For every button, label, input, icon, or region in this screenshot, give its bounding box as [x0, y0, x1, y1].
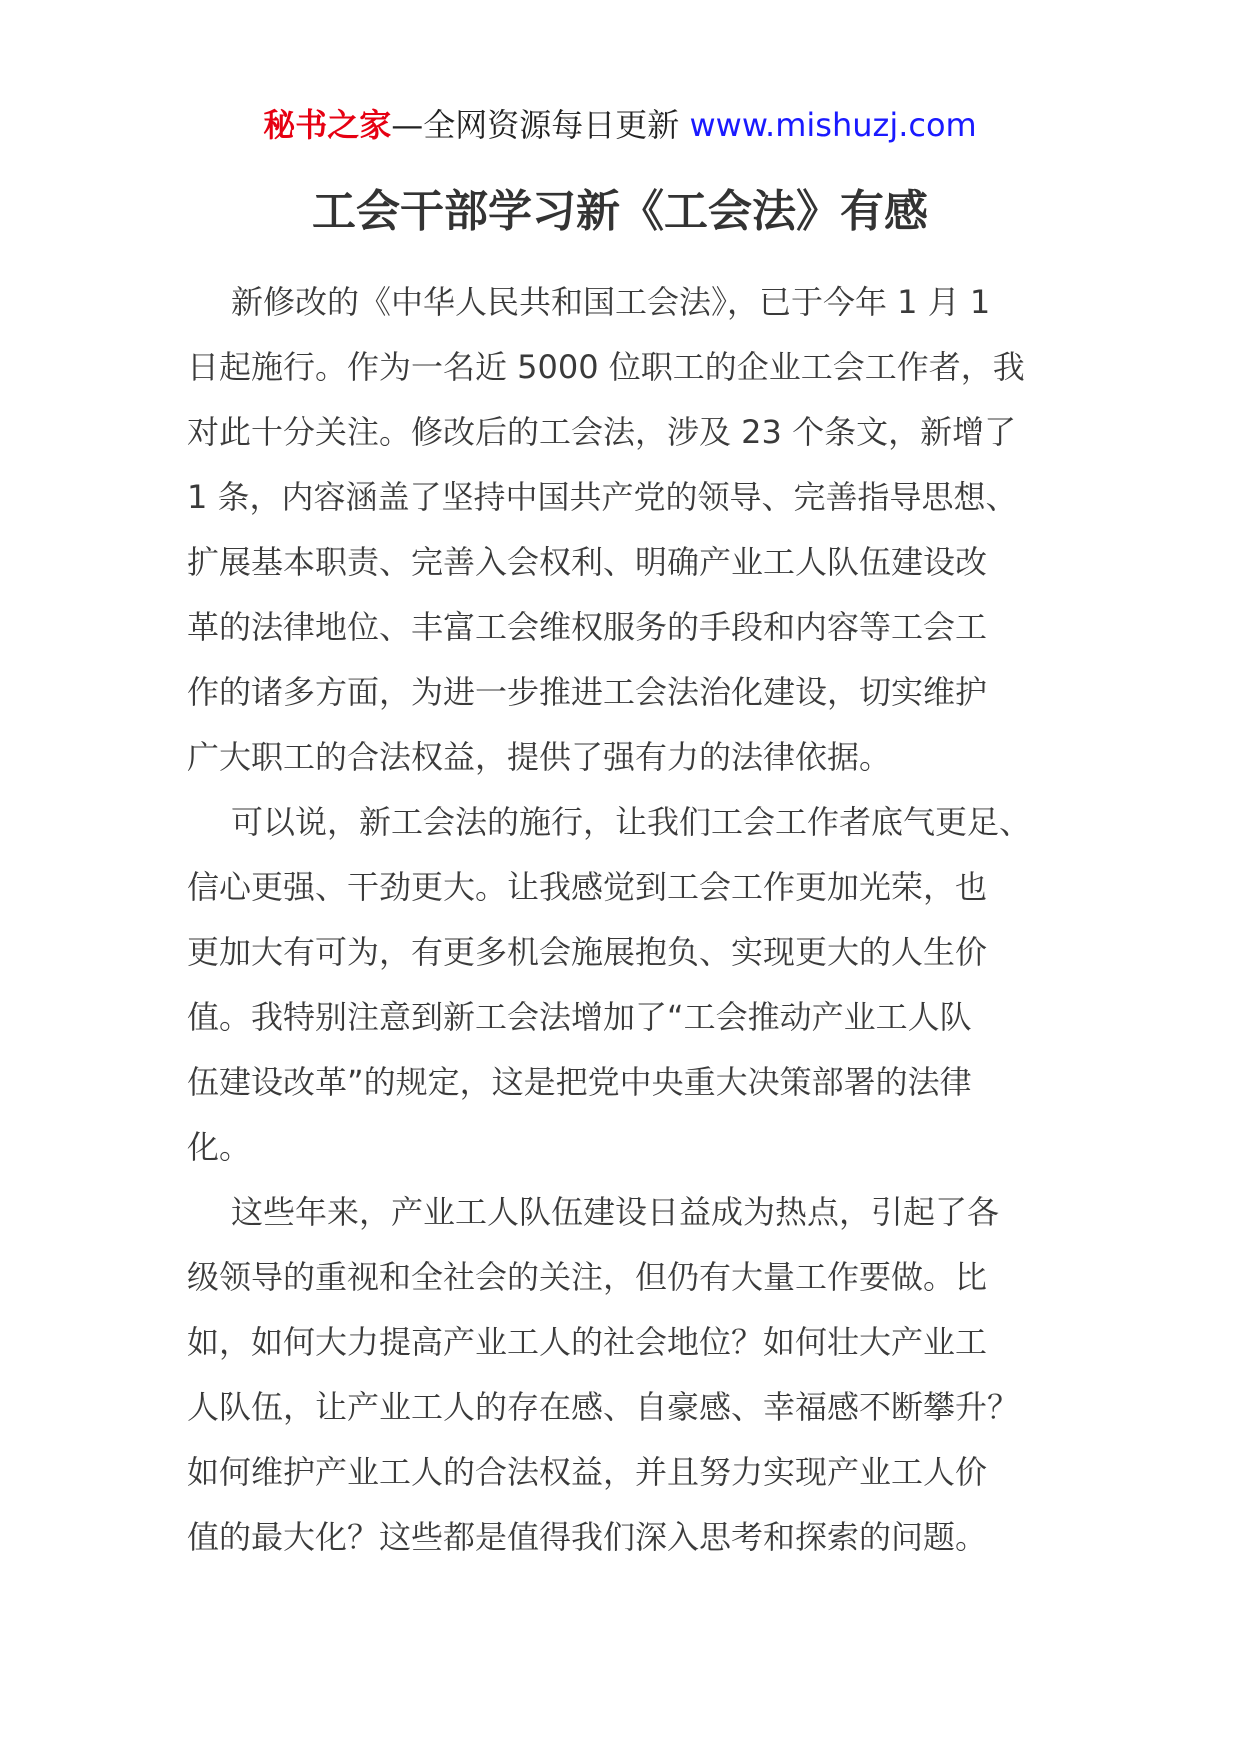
text-line: 作的诸多方面，为进一步推进工会法治化建设，切实维护 — [187, 673, 988, 711]
text-line: 新修改的《中华人民共和国工会法》，已于今年 1 月 1 — [231, 283, 991, 321]
text-line: 1 条，内容涵盖了坚持中国共产党的领导、完善指导思想、 — [187, 478, 1018, 516]
text-line: 人队伍，让产业工人的存在感、自豪感、幸福感不断攀升？ — [187, 1388, 1020, 1426]
text-line: 革的法律地位、丰富工会维权服务的手段和内容等工会工 — [187, 608, 988, 646]
text-line: 可以说，新工会法的施行，让我们工会工作者底气更足、 — [231, 803, 1032, 841]
text-line: 如，如何大力提高产业工人的社会地位？如何壮大产业工 — [187, 1323, 988, 1361]
text-line: 信心更强、干劲更大。让我感觉到工会工作更加光荣，也 — [187, 868, 988, 906]
text-line: 如何维护产业工人的合法权益，并且努力实现产业工人价 — [187, 1453, 988, 1491]
document-title: 工会干部学习新《工会法》有感 — [312, 186, 928, 237]
text-line: 日起施行。作为一名近 5000 位职工的企业工会工作者，我 — [187, 348, 1025, 386]
text-line: 广大职工的合法权益，提供了强有力的法律依据。 — [187, 738, 892, 776]
text-line: 值的最大化？这些都是值得我们深入思考和探索的问题。 — [187, 1518, 988, 1556]
text-line: 这些年来，产业工人队伍建设日益成为热点，引起了各 — [231, 1193, 1000, 1231]
text-line: 扩展基本职责、完善入会权利、明确产业工人队伍建设改 — [187, 543, 988, 581]
paragraph — [187, 1180, 1047, 1570]
document-body — [187, 270, 1047, 1570]
site-header — [0, 100, 1240, 150]
header-tagline: —全网资源每日更新 — [391, 106, 680, 144]
text-line: 更加大有可为，有更多机会施展抱负、实现更大的人生价 — [187, 933, 988, 971]
site-url[interactable]: www.mishuzj.com — [689, 106, 977, 144]
text-line: 级领导的重视和全社会的关注，但仍有大量工作要做。比 — [187, 1258, 988, 1296]
paragraph — [187, 790, 1047, 1180]
text-line: 伍建设改革”的规定，这是把党中央重大决策部署的法律 — [187, 1063, 972, 1101]
text-line: 对此十分关注。修改后的工会法，涉及 23 个条文，新增了 — [187, 413, 1017, 451]
text-line: 化。 — [187, 1128, 252, 1166]
brand-name: 秘书之家 — [263, 106, 392, 144]
paragraph — [187, 270, 1047, 790]
text-line: 值。我特别注意到新工会法增加了“工会推动产业工人队 — [187, 998, 972, 1036]
